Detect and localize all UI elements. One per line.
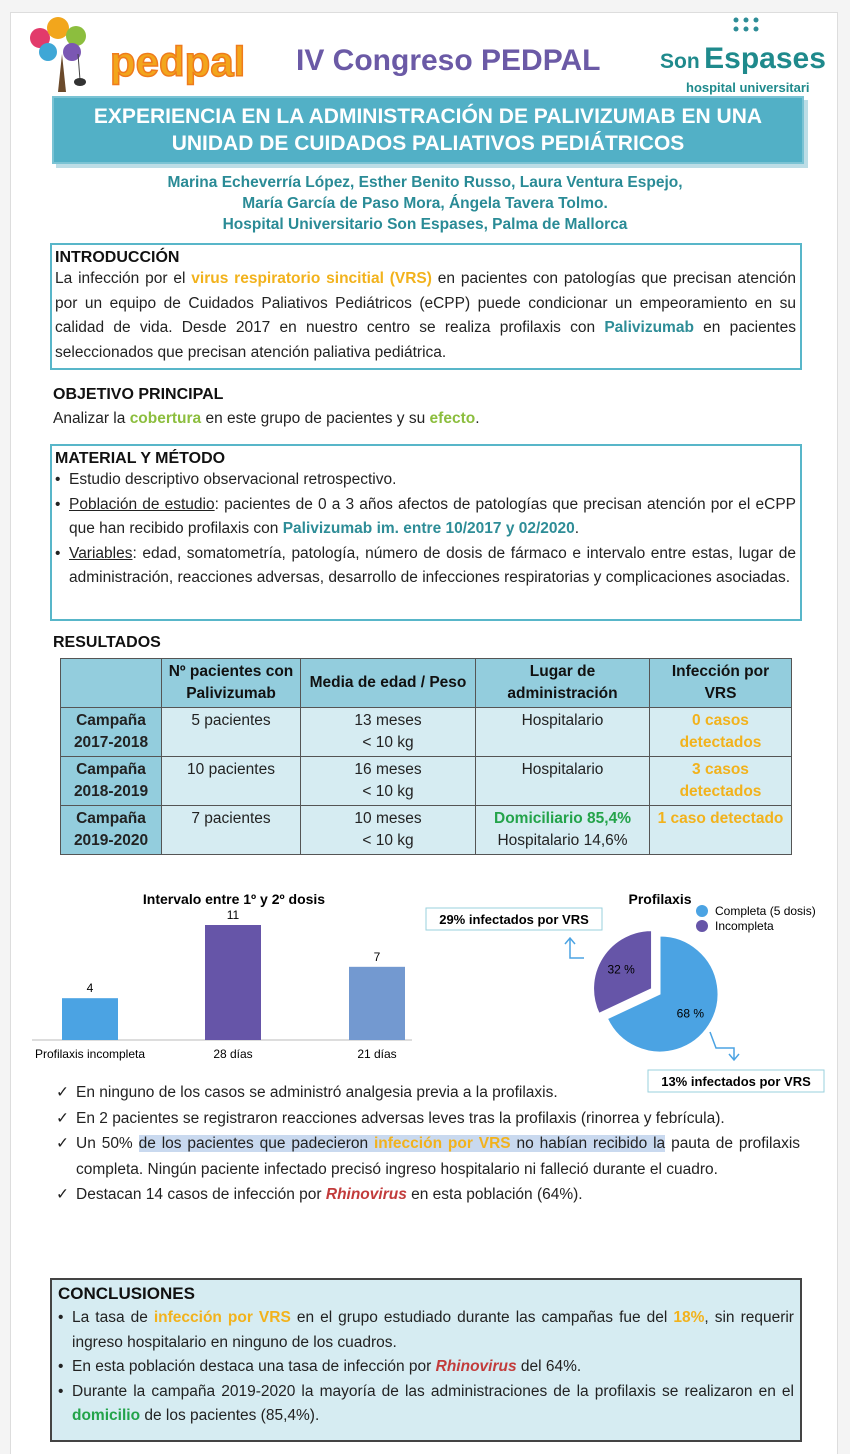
pedpal-logo-text: pedpal — [110, 38, 246, 85]
intro-title: INTRODUCCIÓN — [55, 249, 180, 266]
finding-item: ✓ En 2 pacientes se registraron reacciones adversas leves tras la profilaxis (rinorrea y febrícula). — [56, 1106, 800, 1132]
check-icon: ✓ — [56, 1109, 69, 1127]
bar-category-label: Profilaxis incompleta — [34, 1047, 146, 1061]
objective-title: OBJETIVO PRINCIPAL — [53, 386, 224, 403]
results-table — [60, 658, 792, 855]
results-title: RESULTADOS — [53, 634, 161, 651]
arrow-up-icon — [565, 938, 584, 958]
legend-swatch-incomplete — [696, 920, 708, 932]
table-cell: 1 caso detectado — [650, 806, 792, 855]
table-row — [61, 708, 792, 757]
prophylaxis-pie-chart — [420, 884, 836, 1098]
table-header: Lugar de administración — [476, 659, 650, 708]
pie-data-label: 32 % — [607, 962, 635, 977]
conclusions-title: CONCLUSIONES — [58, 1284, 195, 1303]
bar-value-label: 7 — [373, 949, 381, 964]
text-selection[interactable]: de los pacientes que padecieron infección por VRS no habían recibido la — [138, 1135, 666, 1152]
conclusions-section — [50, 1278, 802, 1442]
check-icon: ✓ — [56, 1084, 69, 1101]
intro-section — [50, 243, 802, 370]
pie-legend — [696, 904, 816, 933]
arrow-down-icon — [710, 1032, 739, 1060]
authors — [80, 172, 770, 235]
method-section — [50, 444, 802, 621]
table-cell: 3 casos detectados — [650, 757, 792, 806]
pie-chart-title: Profilaxis — [628, 891, 692, 907]
table-corner — [61, 659, 162, 708]
palivizumab-highlight: Palivizumab — [604, 319, 694, 336]
conclusion-item: • Durante la campaña 2019-2020 la mayoría de las administraciones de la profilaxis se realizaron en el domicilio de los pacientes (85,4%). — [58, 1380, 794, 1429]
row-header: Campaña 2019-2020 — [61, 806, 162, 855]
table-cell: Hospitalario — [476, 708, 650, 757]
bar-chart-title: Intervalo entre 1º y 2º dosis — [142, 891, 326, 907]
row-header: Campaña 2018-2019 — [61, 757, 162, 806]
table-cell: 5 pacientes — [162, 708, 301, 757]
finding-item: ✓ Destacan 14 casos de infección por Rhinovirus en esta población (64%). — [56, 1182, 800, 1208]
pedpal-logo — [18, 14, 258, 92]
table-header: Nº pacientes con Palivizumab — [162, 659, 301, 708]
check-icon: ✓ — [56, 1135, 69, 1152]
bar-value-label: 11 — [226, 908, 240, 922]
bar-category-label: 28 días — [213, 1047, 253, 1061]
intro-text: La infección por el virus respiratorio sincitial (VRS) en pacientes con patologías que precisan atención por un equipo de Cuidados Paliativos Pediátricos (eCPP) puede condicionar un empeoramiento en su calidad de vida. Desde 2017 en nuestro centro se realiza profilaxis con Palivizumab en pacientes seleccionados que precisan atención paliativa pediátrica. — [55, 270, 797, 361]
dots-icon — [732, 16, 764, 34]
conclusions-list — [58, 1306, 794, 1429]
conclusion-item: • La tasa de infección por VRS en el grupo estudiado durante las campañas fue del 18%, sin requerir ingreso hospitalario en ninguno de los cuadros. — [58, 1306, 794, 1355]
table-cell: 13 meses < 10 kg — [301, 708, 476, 757]
objective-section — [53, 386, 801, 432]
vrs-highlight: virus respiratorio sincitial (VRS) — [191, 270, 432, 287]
logo-subtitle: hospital universitari — [686, 80, 810, 95]
table-cell: 10 pacientes — [162, 757, 301, 806]
bar-category-label: 21 días — [357, 1047, 397, 1061]
check-icon: ✓ — [56, 1186, 69, 1203]
table-header-row — [61, 659, 792, 708]
row-header: Campaña 2017-2018 — [61, 708, 162, 757]
bar — [349, 967, 405, 1040]
table-cell: 0 casos detectados — [650, 708, 792, 757]
table-cell: 10 meses < 10 kg — [301, 806, 476, 855]
authors-line-1: Marina Echeverría López, Esther Benito Russo, Laura Ventura Espejo, — [167, 174, 683, 191]
bar — [62, 998, 118, 1040]
findings-list — [56, 1080, 800, 1208]
bar-value-label: 4 — [86, 981, 94, 996]
table-cell: Domiciliario 85,4% Hospitalario 14,6% — [476, 806, 650, 855]
callout-incomplete: 29% infectados por VRS — [439, 912, 589, 927]
table-header: Infección por VRS — [650, 659, 792, 708]
method-title: MATERIAL Y MÉTODO — [55, 450, 226, 467]
logo-word-son: Son — [660, 50, 700, 73]
method-list — [55, 468, 796, 591]
son-espases-logo — [660, 16, 836, 96]
finding-item: ✓ Un 50% de los pacientes que padecieron infección por VRS no habían recibido la pauta de profilaxis completa. Ningún paciente infectado precisó ingreso hospitalario ni falleció durante el cuadro. — [56, 1131, 800, 1182]
legend-swatch-complete — [696, 905, 708, 917]
table-cell: 16 meses < 10 kg — [301, 757, 476, 806]
finding-item: ✓ En ninguno de los casos se administró analgesia previa a la profilaxis. — [56, 1080, 800, 1106]
conclusion-item: • En esta población destaca una tasa de infección por Rhinovirus del 64%. — [58, 1355, 794, 1380]
title-line-2: UNIDAD DE CUIDADOS PALIATIVOS PEDIÁTRICOS — [171, 132, 685, 155]
poster-title — [52, 96, 804, 164]
callout-complete: 13% infectados por VRS — [661, 1074, 811, 1089]
table-cell: Hospitalario — [476, 757, 650, 806]
authors-line-2: María García de Paso Mora, Ángela Tavera Tolmo. — [242, 195, 608, 212]
method-item: • Población de estudio: pacientes de 0 a 3 años afectos de patologías que precisan atención por el eCPP que han recibido profilaxis con Palivizumab im. entre 10/2017 y 02/2020. — [55, 493, 796, 542]
congress-title: IV Congreso PEDPAL — [296, 44, 601, 77]
method-item: • Estudio descriptivo observacional retrospectivo. — [55, 468, 796, 493]
objective-text: Analizar la cobertura en este grupo de pacientes y su efecto. — [53, 410, 480, 427]
affiliation: Hospital Universitario Son Espases, Palma de Mallorca — [222, 216, 628, 233]
table-cell: 7 pacientes — [162, 806, 301, 855]
bar — [205, 925, 261, 1040]
interval-bar-chart — [20, 884, 420, 1070]
logo-word-espases: Espases — [704, 42, 826, 75]
pie-data-label: 68 % — [676, 1006, 705, 1021]
table-row — [61, 757, 792, 806]
method-item: • Variables: edad, somatometría, patología, número de dosis de fármaco e intervalo entre estas, lugar de administración, reacciones adversas, desarrollo de infecciones respiratorias y complicaciones asociadas. — [55, 542, 796, 591]
title-line-1: EXPERIENCIA EN LA ADMINISTRACIÓN DE PALIVIZUMAB EN UNA — [93, 105, 763, 128]
legend-label-incomplete: Incompleta — [715, 919, 774, 933]
tree-icon — [30, 17, 86, 92]
table-header: Media de edad / Peso — [301, 659, 476, 708]
table-row — [61, 806, 792, 855]
legend-label-complete: Completa (5 dosis) — [715, 904, 816, 918]
